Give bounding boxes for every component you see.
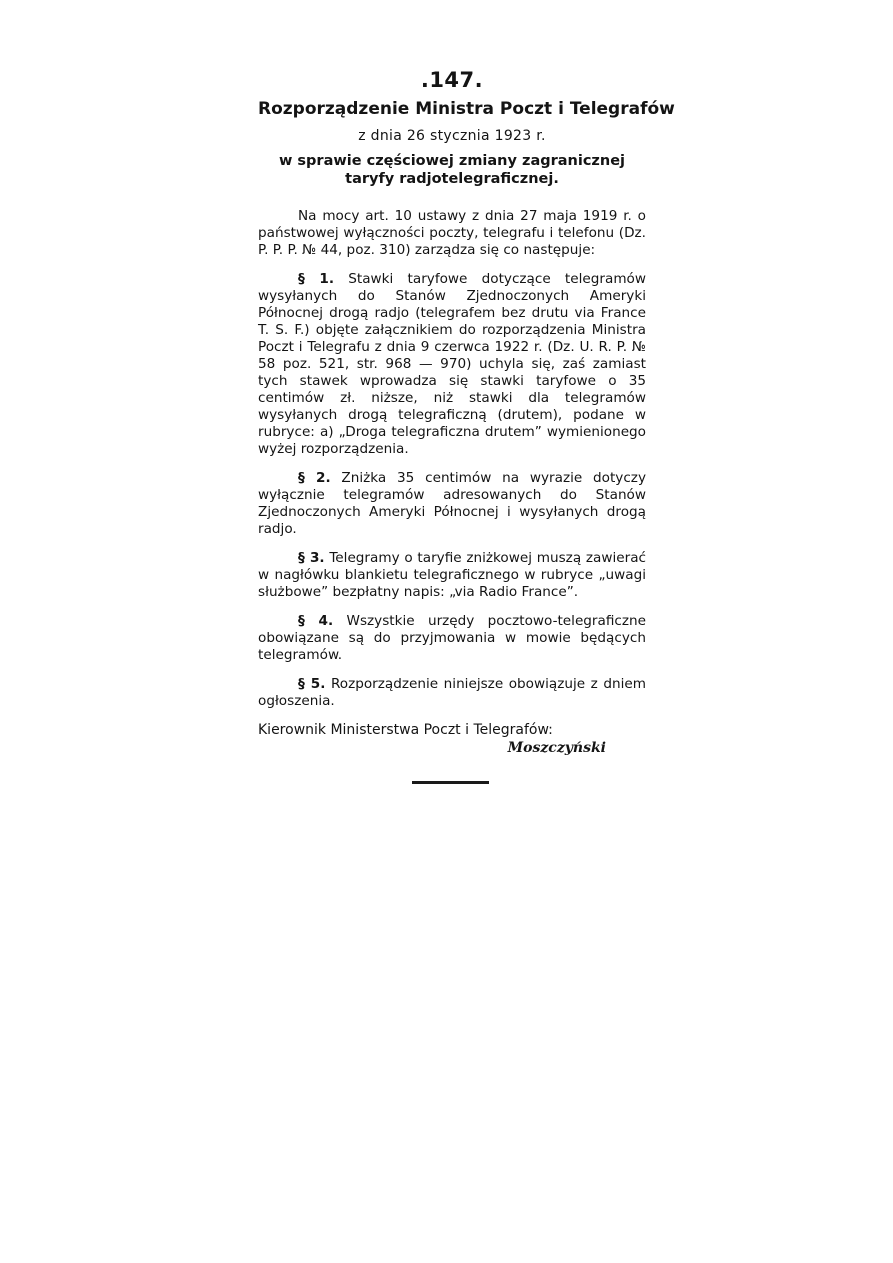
- section-4: [258, 613, 646, 664]
- section-3: [258, 550, 646, 601]
- document-title: Rozporządzenie Ministra Poczt i Telegrafów: [258, 99, 675, 119]
- section-3-label: § 3.: [298, 550, 325, 566]
- section-2-text: Zniżka 35 centimów na wyrazie dotyczy wyłącznie telegramów adresowanych do Stanów Zjednoczonych Ameryki Północnej i wysyłanych drogą radjo.: [258, 470, 646, 537]
- section-3-text: Telegramy o taryfie zniżkowej muszą zawierać w nagłówku blankietu telegraficznego w rubryce „uwagi służbowe” bezpłatny napis: „via Radio France”.: [258, 550, 646, 600]
- section-2-label: § 2.: [298, 470, 331, 486]
- subject-line-1: w sprawie częściowej zmiany zagranicznej: [278, 153, 626, 169]
- section-1-label: § 1.: [298, 271, 335, 287]
- section-2: [258, 470, 646, 538]
- signature: Moszczyński: [507, 740, 606, 756]
- subject-line-2: taryfy radjotelegraficznej.: [345, 171, 559, 187]
- section-1-text: Stawki taryfowe dotyczące telegramów wysyłanych do Stanów Zjednoczonych Ameryki Północnej drogą radjo (telegrafem bez drutu via France T. S. F.) objęte załącznikiem do rozporządzenia Ministra Poczt i Telegrafu z dnia 9 czerwca 1922 r. (Dz. U. R. P. № 58 poz. 521, str. 968 — 970) uchyla się, zaś zamiast tych stawek wprowadza się stawki taryfowe o 35 centimów zł. niższe, niż stawki dla telegramów wysyłanych drogą telegraficzną (drutem), podane w rubryce: a) „Droga telegraficzna drutem” wymienionego wyżej rozporządzenia.: [258, 271, 646, 457]
- document-subject: [258, 152, 646, 188]
- document-page: [258, 66, 675, 757]
- section-5-text: Rozporządzenie niniejsze obowiązuje z dniem ogłoszenia.: [258, 676, 646, 709]
- closing-rule: [412, 781, 489, 784]
- section-1: [258, 271, 646, 458]
- section-4-label: § 4.: [298, 613, 334, 629]
- document-date: z dnia 26 stycznia 1923 r.: [358, 128, 546, 144]
- section-5-label: § 5.: [298, 676, 326, 692]
- section-5: [258, 676, 646, 710]
- preamble: Na mocy art. 10 ustawy z dnia 27 maja 1919 r. o państwowej wyłączności poczty, telegrafu i telefonu (Dz. P. P. P. № 44, poz. 310) zarządza się co następuje:: [258, 208, 646, 258]
- section-4-text: Wszystkie urzędy pocztowo-telegraficzne obowiązane są do przyjmowania w mowie będących telegramów.: [258, 613, 647, 663]
- signer-title: Kierownik Ministerstwa Poczt i Telegrafów:: [258, 722, 553, 738]
- document-number: .147.: [420, 68, 484, 92]
